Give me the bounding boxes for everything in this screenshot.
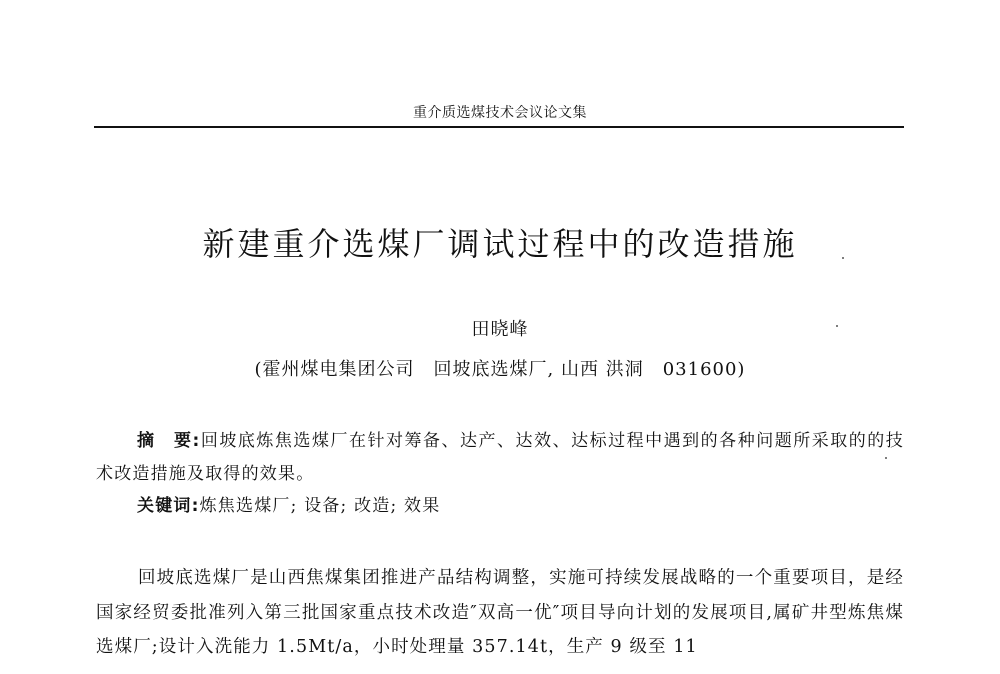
scan-speck — [842, 257, 844, 259]
abstract — [96, 425, 904, 491]
keywords-text: 炼焦选煤厂; 设备; 改造; 效果 — [199, 496, 441, 516]
paper-title: 新建重介选煤厂调试过程中的改造措施 — [202, 225, 798, 263]
body-paragraph: 回坡底选煤厂是山西焦煤集团推进产品结构调整，实施可持续发展战略的一个重要项目，是经国家经贸委批准列入第三批国家重点技术改造″双高一优″项目导向计划的发展项目,属矿井型炼焦煤选煤厂;设计入洗能力 1.5Mt/a，小时处理量 357.14t，生产 9 级至 11 — [96, 568, 904, 657]
scan-speck — [836, 325, 838, 327]
abstract-label: 摘 要: — [137, 431, 201, 451]
author-affiliation: (霍州煤电集团公司 回坡底选煤厂, 山西 洪洞 031600) — [254, 359, 746, 380]
author-name: 田晓峰 — [471, 319, 529, 340]
abstract-text: 回坡底炼焦选煤厂在针对筹备、达产、达效、达标过程中遇到的各种问题所采取的的技术改造措施及取得的效果。 — [96, 431, 904, 484]
keywords — [137, 491, 904, 521]
keywords-label: 关键词: — [137, 496, 200, 516]
scan-speck — [885, 457, 887, 459]
running-header: 重介质选煤技术会议论文集 — [413, 105, 587, 121]
header-rule — [94, 126, 904, 128]
